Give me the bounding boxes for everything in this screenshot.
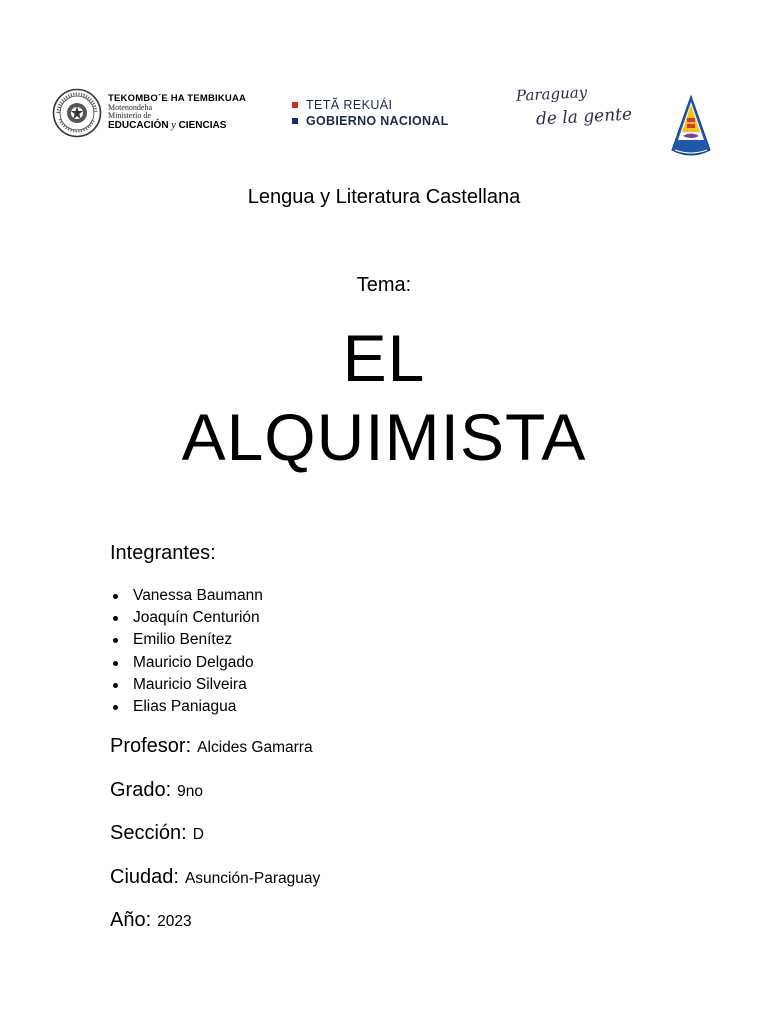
ciudad-label: Ciudad: <box>110 866 179 888</box>
work-title-line-2: ALQUIMISTA <box>181 400 587 474</box>
ciudad-field <box>110 866 320 889</box>
red-square-icon <box>292 102 298 108</box>
mec-line-4 <box>108 121 246 132</box>
mec-line-2: Motenondeha <box>108 102 152 112</box>
seccion-field <box>110 822 204 845</box>
member-name: Elias Paniagua <box>133 697 237 715</box>
topic-label: Tema: <box>356 274 412 296</box>
mec-line-3: Ministerio de <box>108 111 151 121</box>
school-crest-icon <box>666 94 716 162</box>
paraguay-de-la-gente-logo <box>512 84 632 144</box>
gob-line-1: TETÃ REKUÁI <box>306 98 393 112</box>
list-item <box>110 629 263 651</box>
list-item <box>110 607 263 629</box>
gobierno-nacional-logo <box>292 98 472 132</box>
member-name: Mauricio Silveira <box>133 675 247 693</box>
blue-square-icon <box>292 118 298 124</box>
anio-value: 2023 <box>157 913 192 930</box>
seccion-value: D <box>192 826 204 843</box>
list-item <box>110 652 263 674</box>
member-name: Joaquín Centurión <box>133 609 260 627</box>
profesor-value: Alcides Gamarra <box>197 739 313 756</box>
work-title-line-1: EL <box>342 321 426 395</box>
anio-label: Año: <box>110 909 152 931</box>
member-name: Emilio Benítez <box>133 631 233 649</box>
mec-line-1: TEKOMBO´E HA TEMBIKUAA <box>108 93 247 104</box>
bullet-icon <box>113 594 118 599</box>
profesor-label: Profesor: <box>110 735 192 757</box>
mec-line-4-end: CIENCIAS <box>178 119 227 131</box>
mec-line-4-main: EDUCACIÓN <box>108 119 169 131</box>
pdlg-line-1: Paraguay <box>515 83 588 105</box>
members-heading: Integrantes: <box>110 542 216 564</box>
bullet-icon <box>113 638 118 643</box>
seccion-label: Sección: <box>110 822 187 844</box>
grado-label: Grado: <box>110 779 172 801</box>
pdlg-line-2: de la gente <box>535 104 633 130</box>
ciudad-value: Asunción-Paraguay <box>184 870 321 887</box>
mec-logo <box>52 88 262 140</box>
member-name: Mauricio Delgado <box>133 653 254 671</box>
list-item <box>110 585 263 607</box>
list-item <box>110 696 263 718</box>
grado-value: 9no <box>177 783 204 800</box>
profesor-field <box>110 735 313 758</box>
list-item <box>110 674 263 696</box>
national-seal-icon <box>52 88 102 138</box>
member-name: Vanessa Baumann <box>133 587 263 604</box>
mec-line-4-y: y <box>171 119 176 131</box>
grado-field <box>110 779 203 802</box>
gob-line-2: GOBIERNO NACIONAL <box>306 114 449 128</box>
bullet-icon <box>113 616 118 621</box>
anio-field <box>110 909 192 932</box>
header-logos <box>0 84 768 164</box>
bullet-icon <box>113 705 118 710</box>
bullet-icon <box>113 661 118 666</box>
subject-title: Lengua y Literatura Castellana <box>247 186 521 208</box>
bullet-icon <box>113 683 118 688</box>
members-list <box>110 585 263 718</box>
